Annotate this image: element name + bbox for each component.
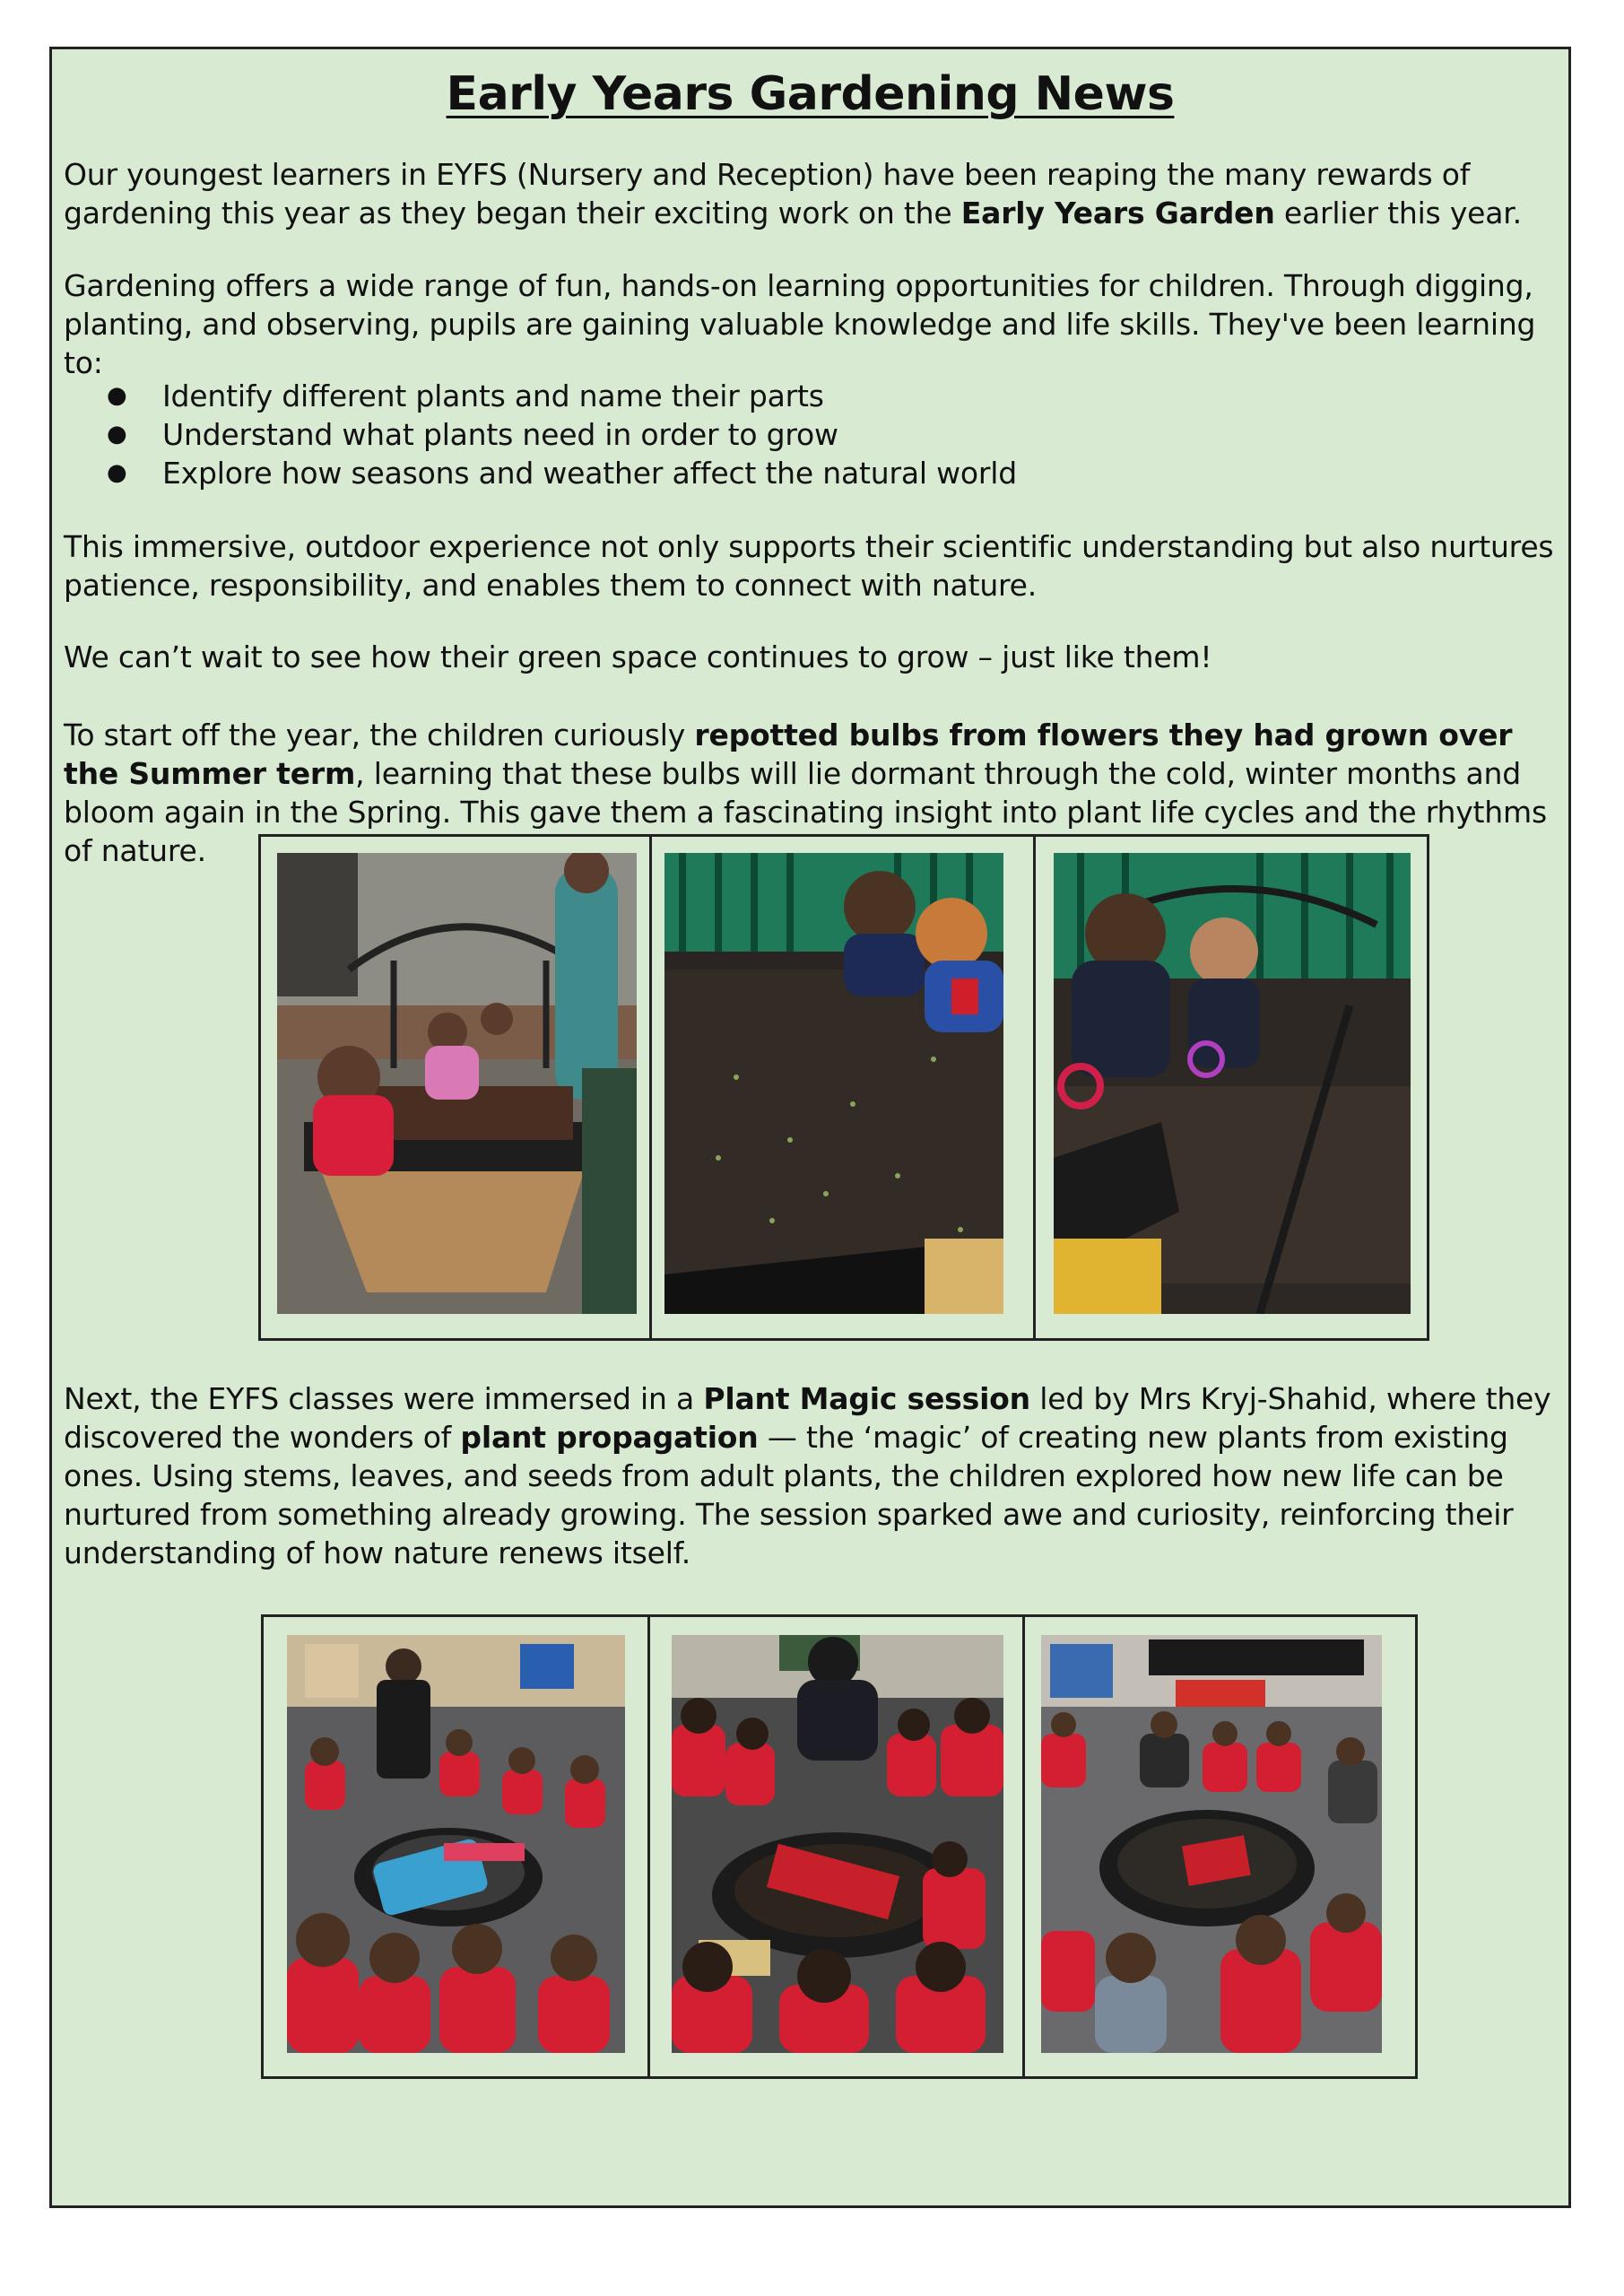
list-item: ● Understand what plants need in order to grow — [162, 415, 1597, 454]
photo-cell — [1036, 837, 1427, 1338]
learning-list — [64, 377, 1597, 492]
intro-text-b: earlier this year. — [1274, 196, 1522, 230]
gardening-paragraph: Gardening offers a wide range of fun, hands-on learning opportunities for children. Through digging, planting, and observing, pupils are gaining valuable knowledge and life skills. They've been learning to: — [64, 268, 1536, 380]
photo-cell — [261, 837, 652, 1338]
bulbs-text-a: To start off the year, the children curiously — [64, 718, 695, 752]
newsletter-page — [49, 47, 1571, 2208]
magic-bold-b: plant propagation — [460, 1420, 759, 1455]
photo-cell — [1025, 1617, 1415, 2076]
photo-children-magnifiers — [1054, 853, 1411, 1314]
photo-cell — [652, 837, 1036, 1338]
list-item: ● Explore how seasons and weather affect the natural world — [162, 454, 1597, 492]
magic-bold-a: Plant Magic session — [703, 1381, 1030, 1416]
intro-bold: Early Years Garden — [960, 196, 1275, 230]
photo-cell — [650, 1617, 1025, 2076]
photo-children-planting-bed — [277, 853, 637, 1314]
intro-text-a: Our youngest learners in EYFS (Nursery and Reception) have been reaping the many rewards of gardening this year as they began their exciting work on the — [64, 157, 1471, 230]
immersive-paragraph: This immersive, outdoor experience not only supports their scientific understanding but also nurtures patience, responsibility, and enables them to connect with nature. — [64, 529, 1554, 603]
wait-paragraph: We can’t wait to see how their green space continues to grow – just like them! — [64, 639, 1212, 674]
photo-class-tray-close — [672, 1635, 1003, 2053]
photo-strip-plant-magic — [261, 1614, 1418, 2079]
magic-text-c: — the ‘magic’ of creating new plants from existing ones. Using stems, leaves, and seeds from adult plants, the children explored how new life can be nurtured from something already growing. The session sparked awe and curiosity, reinforcing their understanding of how nature renews itself. — [64, 1420, 1514, 1570]
bulbs-bold: repotted bulbs from flowers they had grown over the Summer term — [64, 718, 1513, 791]
photo-cell — [264, 1617, 650, 2076]
plant-magic-paragraph — [64, 1379, 1566, 1572]
photo-children-soil-close — [664, 853, 1003, 1314]
magic-text-a: Next, the EYFS classes were immersed in a — [64, 1381, 704, 1416]
photo-class-circle-wide — [1041, 1635, 1382, 2053]
bulbs-text-b: , learning that these bulbs will lie dormant through the cold, winter months and bloom again in the Spring. This gave them a fascinating insight into plant life cycles and the rhythms of nature. — [64, 756, 1547, 868]
magic-text-b: led by Mrs Kryj-Shahid, where they discovered the wonders of — [64, 1381, 1551, 1455]
photo-class-circle-teacher — [287, 1635, 625, 2053]
photo-strip-bulbs — [258, 834, 1429, 1341]
intro-paragraph — [64, 155, 1566, 232]
page-title: Early Years Gardening News — [446, 67, 1175, 121]
list-item: ● Identify different plants and name their parts — [162, 377, 1597, 415]
